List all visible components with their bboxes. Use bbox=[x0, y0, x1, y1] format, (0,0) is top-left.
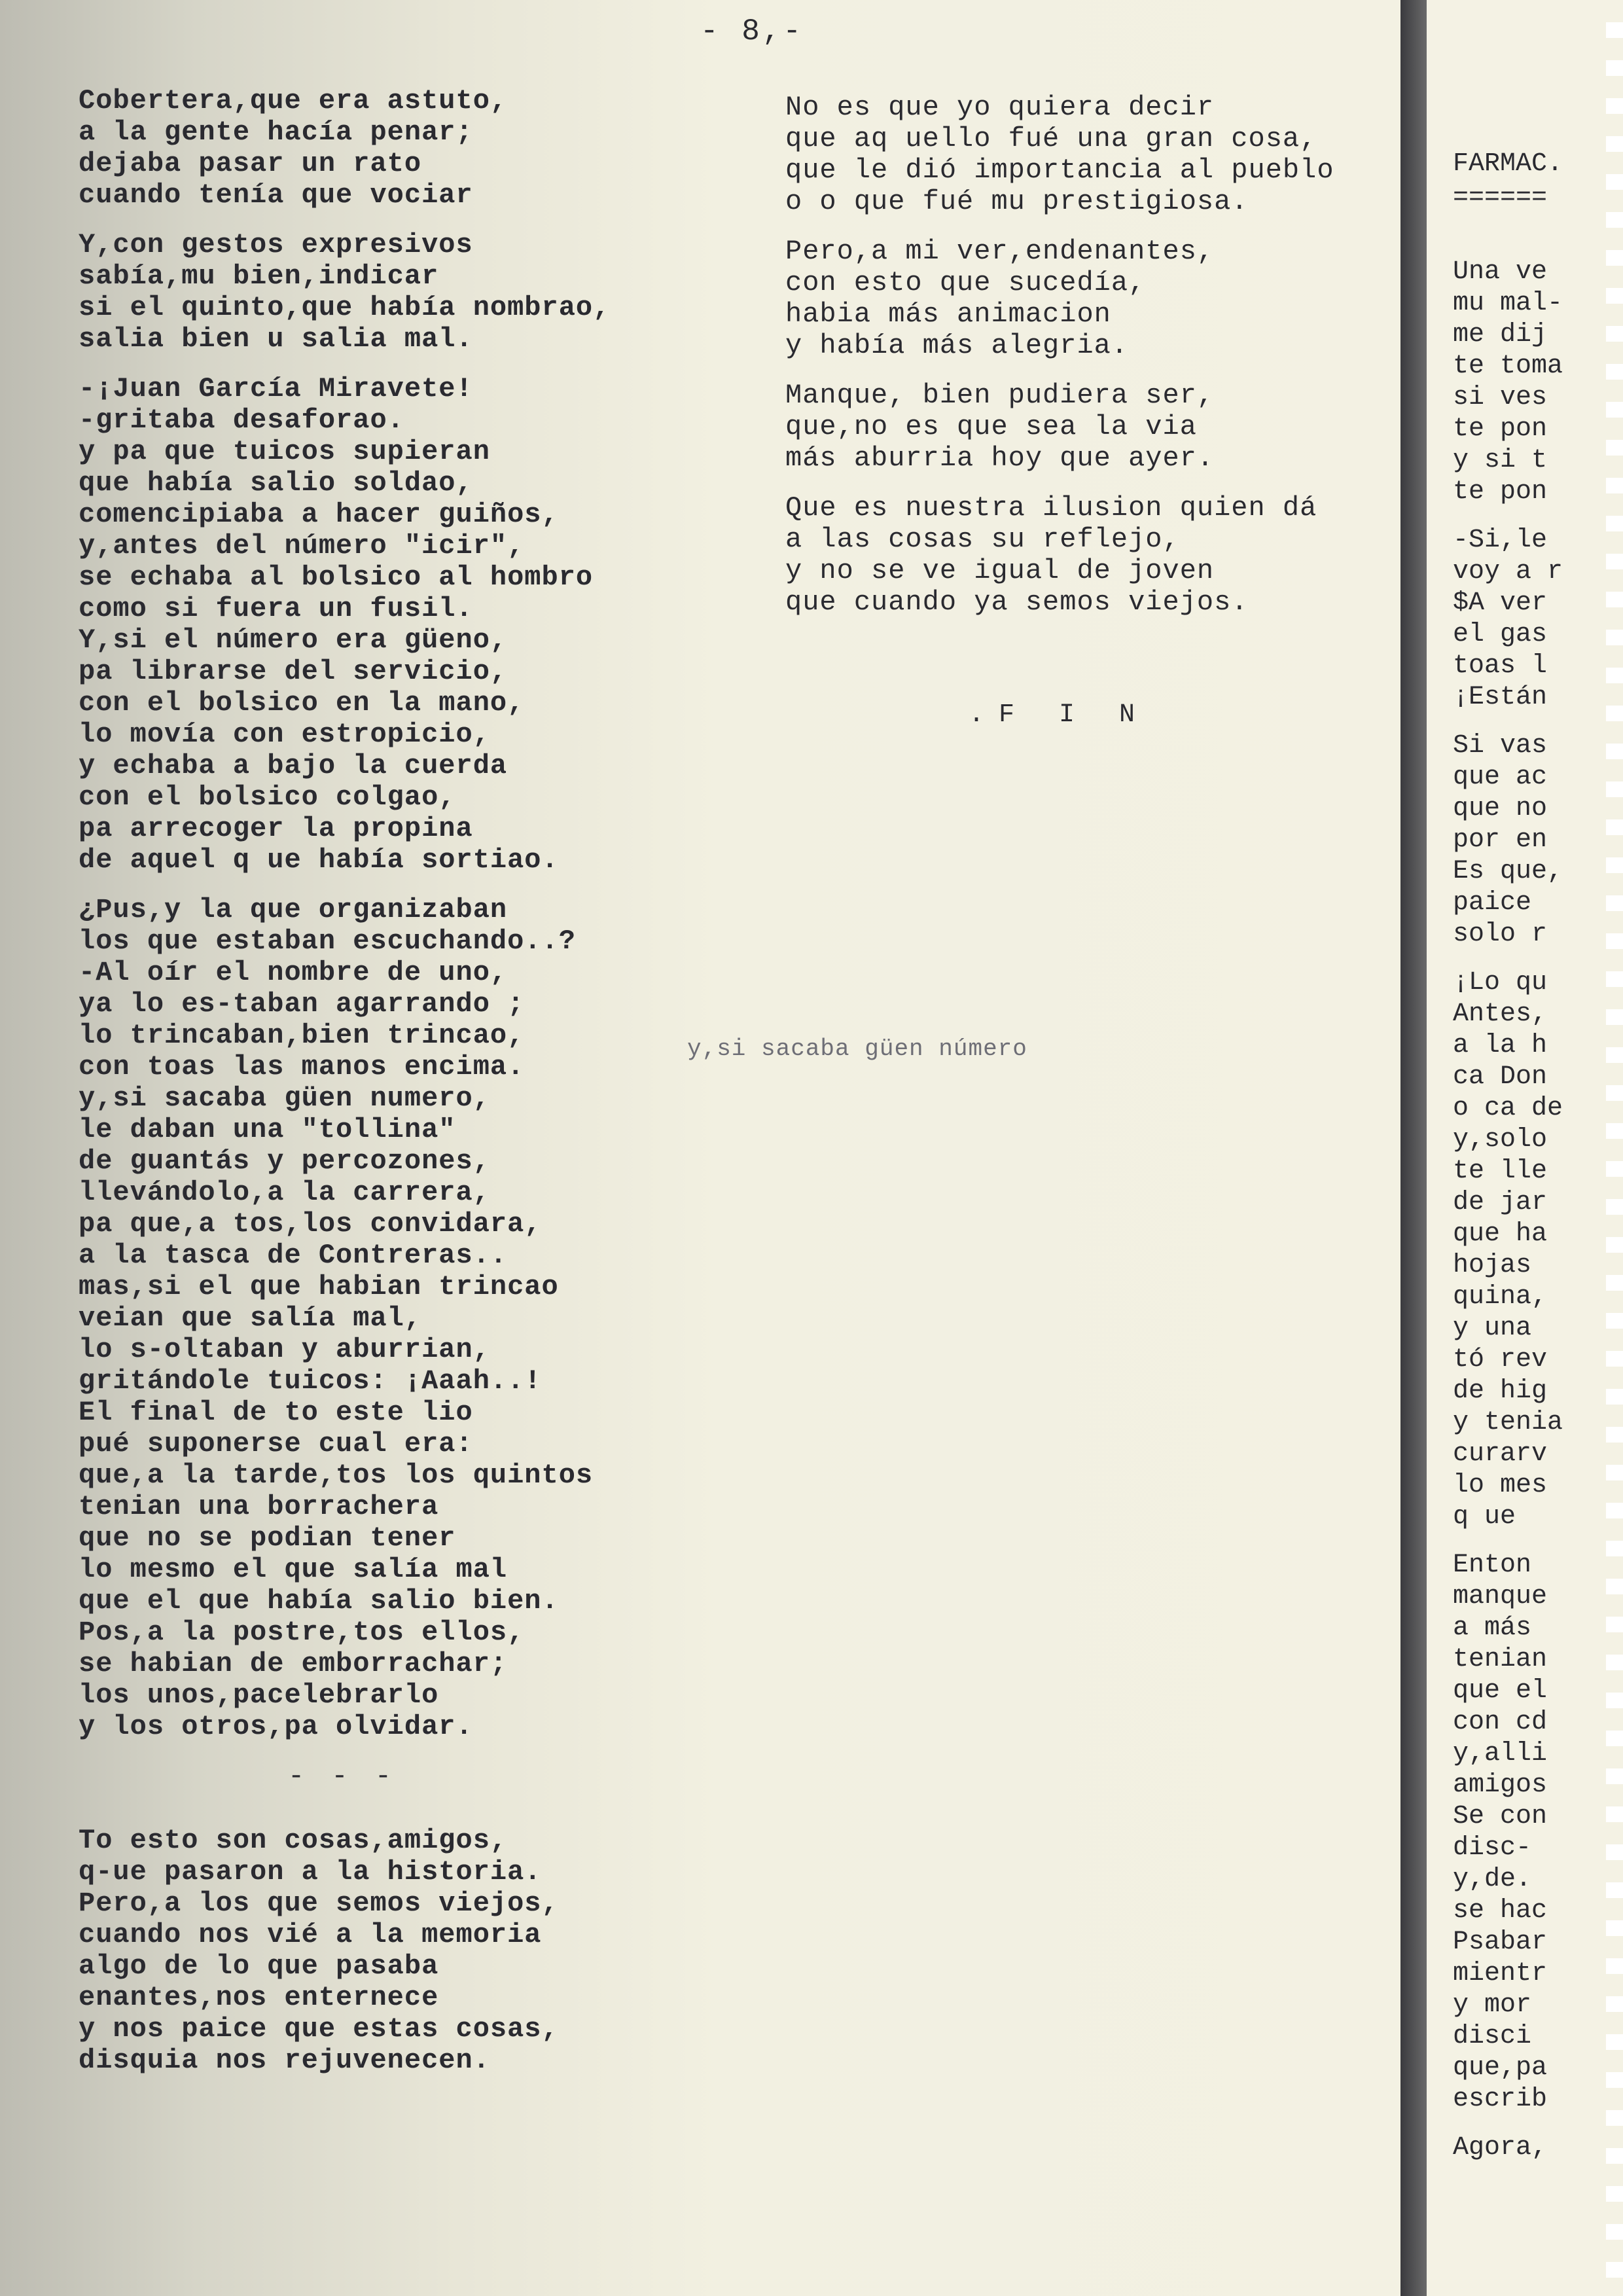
poem-line: que,a la tarde,tos los quintos bbox=[79, 1460, 594, 1491]
poem-line: de guantás y percozones, bbox=[79, 1145, 490, 1177]
poem-line: que el que había salio bien. bbox=[79, 1585, 559, 1617]
np-line: mientr bbox=[1453, 1959, 1548, 1988]
poem-line: pa que,a tos,los convidara, bbox=[79, 1208, 542, 1240]
np-line: y,solo bbox=[1453, 1125, 1548, 1155]
np-line: tó rev bbox=[1453, 1345, 1548, 1374]
poem-line: mas,si el que habian trincao bbox=[79, 1271, 559, 1302]
poem-line: con esto que sucedía, bbox=[785, 267, 1146, 298]
np-line: ca Don bbox=[1453, 1062, 1548, 1092]
poem-line: dejaba pasar un rato bbox=[79, 148, 422, 179]
np-line: a más bbox=[1453, 1613, 1532, 1643]
poem-line: los que estaban escuchando..? bbox=[79, 925, 576, 957]
poem-line: con el bolsico colgao, bbox=[79, 781, 456, 813]
next-page-rule: ====== bbox=[1453, 183, 1548, 213]
np-line: q ue bbox=[1453, 1502, 1516, 1532]
np-line: amigos bbox=[1453, 1770, 1548, 1800]
poem-line: que había salio soldao, bbox=[79, 467, 473, 499]
poem-line: pa librarse del servicio, bbox=[79, 656, 508, 687]
poem-line: Y,si el número era güeno, bbox=[79, 624, 508, 656]
np-line: y una bbox=[1453, 1314, 1532, 1343]
poem-line: llevándolo,a la carrera, bbox=[79, 1177, 490, 1208]
np-line: que ha bbox=[1453, 1219, 1548, 1249]
poem-line: -Al oír el nombre de uno, bbox=[79, 957, 508, 988]
next-page-title: FARMAC. bbox=[1453, 149, 1563, 179]
left-poem-column bbox=[79, 85, 733, 2094]
poem-line: con el bolsico en la mano, bbox=[79, 687, 525, 719]
poem-line: pa arrecoger la propina bbox=[79, 813, 473, 844]
poem-line: y había más alegria. bbox=[785, 330, 1129, 361]
np-line: me dij bbox=[1453, 320, 1548, 350]
poem-line: más aburria hoy que ayer. bbox=[785, 442, 1215, 474]
np-line: Una ve bbox=[1453, 257, 1548, 287]
poem-line: o o que fué mu prestigiosa. bbox=[785, 186, 1249, 217]
poem-line: que aq uello fué una gran cosa, bbox=[785, 123, 1317, 154]
perforation-holes bbox=[1606, 0, 1623, 2296]
np-line: Antes, bbox=[1453, 999, 1548, 1029]
poem-line: y echaba a bajo la cuerda bbox=[79, 750, 508, 781]
poem-line: veian que salía mal, bbox=[79, 1302, 422, 1334]
np-line: Si vas bbox=[1453, 731, 1548, 761]
poem-line: algo de lo que pasaba bbox=[79, 1950, 439, 1982]
poem-line: lo movía con estropicio, bbox=[79, 719, 490, 750]
np-line: y,de. bbox=[1453, 1865, 1532, 1894]
stanza-3 bbox=[79, 373, 733, 876]
np-line: y si t bbox=[1453, 446, 1548, 475]
np-line: y mor bbox=[1453, 1990, 1532, 2020]
poem-line: comencipiaba a hacer guiños, bbox=[79, 499, 559, 530]
page-number: - 8,- bbox=[700, 14, 804, 48]
np-line: curarv bbox=[1453, 1439, 1548, 1469]
fin-label: .F I N bbox=[969, 700, 1150, 730]
np-line: te lle bbox=[1453, 1157, 1548, 1186]
binding-shadow bbox=[1400, 0, 1427, 2296]
np-line: manque bbox=[1453, 1582, 1548, 1611]
stanza-r3 bbox=[785, 380, 1414, 474]
poem-line: a la tasca de Contreras.. bbox=[79, 1240, 508, 1271]
np-line: o ca de bbox=[1453, 1094, 1563, 1123]
poem-line: q-ue pasaron a la historia. bbox=[79, 1856, 542, 1888]
np-line: escrib bbox=[1453, 2085, 1548, 2114]
poem-line: con toas las manos encima. bbox=[79, 1051, 525, 1083]
np-line: el gas bbox=[1453, 620, 1548, 649]
stanza-r2 bbox=[785, 236, 1414, 361]
poem-line: Pero,a mi ver,endenantes, bbox=[785, 236, 1215, 267]
np-line: que no bbox=[1453, 794, 1548, 823]
poem-line: Pero,a los que semos viejos, bbox=[79, 1888, 559, 1919]
np-line: por en bbox=[1453, 825, 1548, 855]
np-line: voy a r bbox=[1453, 557, 1563, 586]
poem-line: y no se ve igual de joven bbox=[785, 555, 1215, 586]
poem-line: Manque, bien pudiera ser, bbox=[785, 380, 1215, 411]
stanza-r4 bbox=[785, 492, 1414, 618]
poem-line: que cuando ya semos viejos. bbox=[785, 586, 1249, 618]
closing-stanza bbox=[79, 1825, 733, 2076]
np-line: que ac bbox=[1453, 762, 1548, 792]
poem-line: lo mesmo el que salía mal bbox=[79, 1554, 508, 1585]
poem-line: -¡Juan García Miravete! bbox=[79, 373, 473, 404]
poem-line: le daban una "tollina" bbox=[79, 1114, 456, 1145]
np-line: te pon bbox=[1453, 477, 1548, 507]
poem-line: ya lo es-taban agarrando ; bbox=[79, 988, 525, 1020]
np-line: Agora, bbox=[1453, 2133, 1548, 2162]
np-line: paice bbox=[1453, 888, 1532, 918]
section-separator: - - - bbox=[288, 1761, 397, 1792]
poem-line: habia más animacion bbox=[785, 298, 1111, 330]
np-line: toas l bbox=[1453, 651, 1548, 681]
poem-line: Pos,a la postre,tos ellos, bbox=[79, 1617, 525, 1648]
poem-line: To esto son cosas,amigos, bbox=[79, 1825, 508, 1856]
poem-line: y nos paice que estas cosas, bbox=[79, 2013, 559, 2045]
np-line: disc- bbox=[1453, 1833, 1532, 1863]
poem-line: como si fuera un fusil. bbox=[79, 593, 473, 624]
np-line: $A ver bbox=[1453, 588, 1548, 618]
np-line: si ves bbox=[1453, 383, 1548, 412]
poem-line: -gritaba desaforao. bbox=[79, 404, 404, 436]
poem-line: los unos,pacelebrarlo bbox=[79, 1679, 439, 1711]
poem-line: Que es nuestra ilusion quien dá bbox=[785, 492, 1317, 524]
poem-line: a la gente hacía penar; bbox=[79, 117, 473, 148]
np-line: Psabar bbox=[1453, 1928, 1548, 1957]
stanza-1 bbox=[79, 85, 733, 211]
poem-line: y los otros,pa olvidar. bbox=[79, 1711, 473, 1742]
stanza-2 bbox=[79, 229, 733, 355]
np-line: ¡Están bbox=[1453, 683, 1548, 712]
np-line: que,pa bbox=[1453, 2053, 1548, 2083]
poem-line: tenian una borrachera bbox=[79, 1491, 439, 1522]
poem-line: que,no es que sea la via bbox=[785, 411, 1197, 442]
np-line: y,alli bbox=[1453, 1739, 1548, 1768]
np-line: solo r bbox=[1453, 920, 1548, 949]
poem-line: Cobertera,que era astuto, bbox=[79, 85, 508, 117]
np-line: que el bbox=[1453, 1676, 1548, 1706]
right-poem-column bbox=[785, 92, 1414, 636]
poem-line: ¿Pus,y la que organizaban bbox=[79, 894, 508, 925]
poem-line: enantes,nos enternece bbox=[79, 1982, 439, 2013]
poem-line: No es que yo quiera decir bbox=[785, 92, 1215, 123]
np-line: se hac bbox=[1453, 1896, 1548, 1926]
np-line: mu mal- bbox=[1453, 289, 1563, 318]
np-line: a la h bbox=[1453, 1031, 1548, 1060]
np-line: Es que, bbox=[1453, 857, 1563, 886]
np-line: tenian bbox=[1453, 1645, 1548, 1674]
np-line: lo mes bbox=[1453, 1471, 1548, 1500]
poem-line: Y,con gestos expresivos bbox=[79, 229, 473, 260]
poem-line: lo s-oltaban y aburrian, bbox=[79, 1334, 490, 1365]
np-line: disci bbox=[1453, 2022, 1532, 2051]
np-line: te toma bbox=[1453, 351, 1563, 381]
np-line: de hig bbox=[1453, 1376, 1548, 1406]
poem-line: pué suponerse cual era: bbox=[79, 1428, 473, 1460]
poem-line: y,antes del número "icir", bbox=[79, 530, 525, 562]
poem-line: lo trincaban,bien trincao, bbox=[79, 1020, 525, 1051]
poem-line: que le dió importancia al pueblo bbox=[785, 154, 1334, 186]
poem-line: El final de to este lio bbox=[79, 1397, 473, 1428]
poem-line: disquia nos rejuvenecen. bbox=[79, 2045, 490, 2076]
np-line: ¡Lo qu bbox=[1453, 968, 1548, 997]
np-line: Se con bbox=[1453, 1802, 1548, 1831]
poem-line: a las cosas su reflejo, bbox=[785, 524, 1180, 555]
poem-line: cuando tenía que vociar bbox=[79, 179, 473, 211]
poem-line: cuando nos vié a la memoria bbox=[79, 1919, 542, 1950]
poem-line: se echaba al bolsico al hombro bbox=[79, 562, 594, 593]
next-page-fragment bbox=[1427, 0, 1623, 2296]
poem-line: se habian de emborrachar; bbox=[79, 1648, 508, 1679]
poem-line: sabía,mu bien,indicar bbox=[79, 260, 439, 292]
np-line: Enton bbox=[1453, 1551, 1532, 1580]
poem-line: salia bien u salia mal. bbox=[79, 323, 473, 355]
poem-line: de aquel q ue había sortiao. bbox=[79, 844, 559, 876]
np-line: hojas bbox=[1453, 1251, 1532, 1280]
poem-line: y pa que tuicos supieran bbox=[79, 436, 490, 467]
stray-typed-text: y,si sacaba güen número bbox=[687, 1035, 1027, 1062]
poem-line: que no se podian tener bbox=[79, 1522, 456, 1554]
np-line: -Si,le bbox=[1453, 526, 1548, 555]
stanza-4 bbox=[79, 894, 733, 1742]
poem-line: si el quinto,que había nombrao, bbox=[79, 292, 611, 323]
poem-line: y,si sacaba güen numero, bbox=[79, 1083, 490, 1114]
next-page-lines bbox=[1453, 257, 1563, 2164]
np-line: quina, bbox=[1453, 1282, 1548, 1312]
np-line: y tenia bbox=[1453, 1408, 1563, 1437]
poem-line: gritándole tuicos: ¡Aaah..! bbox=[79, 1365, 542, 1397]
stanza-r1 bbox=[785, 92, 1414, 217]
np-line: te pon bbox=[1453, 414, 1548, 444]
np-line: con cd bbox=[1453, 1708, 1548, 1737]
np-line: de jar bbox=[1453, 1188, 1548, 1217]
